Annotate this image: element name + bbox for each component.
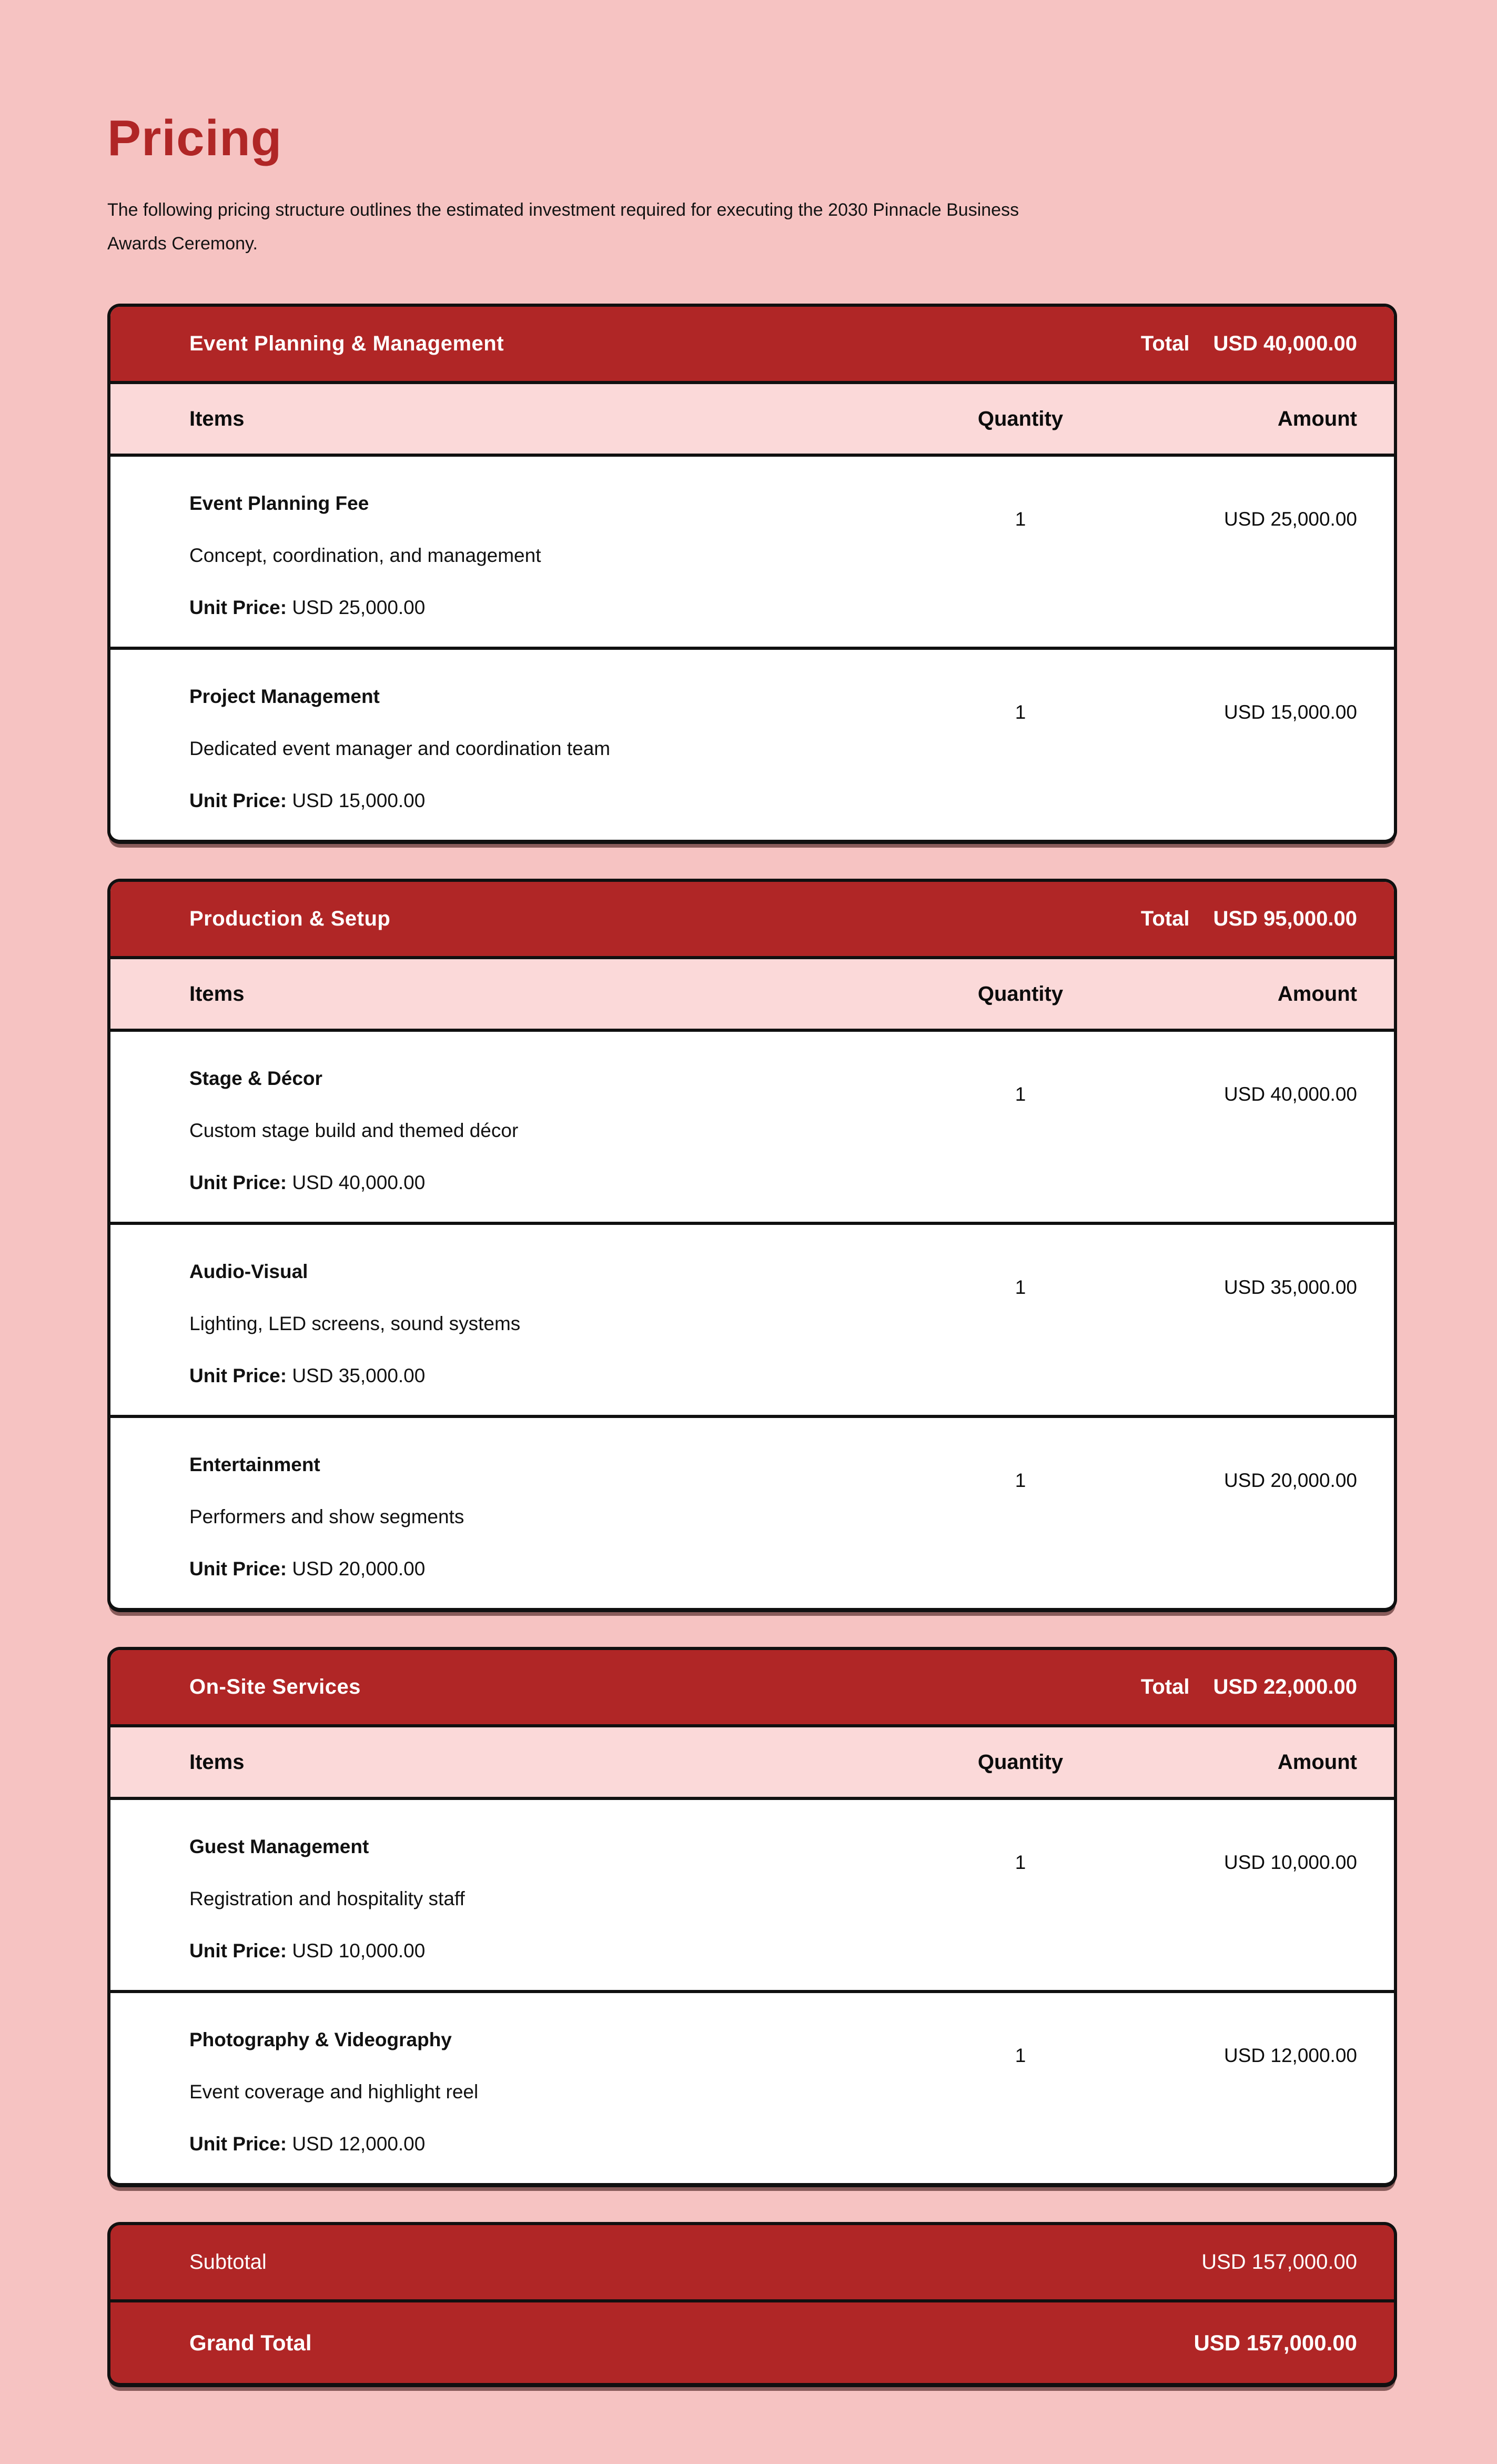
amount-header-label: Amount — [1277, 407, 1357, 430]
quantity-header-label: Quantity — [977, 982, 1064, 1005]
item-description: Event coverage and highlight reel — [189, 2081, 479, 2103]
unit-price-value: USD 20,000.00 — [292, 1558, 426, 1580]
item-description: Custom stage build and themed décor — [189, 1120, 519, 1141]
item-description: Registration and hospitality staff — [189, 1888, 465, 1909]
subtotal-row — [110, 2225, 1394, 2302]
table-row — [110, 1418, 1394, 1608]
item-name: Event Planning Fee — [189, 492, 369, 514]
grand-total-label: Grand Total — [189, 2330, 312, 2355]
amount-value: USD 40,000.00 — [1223, 1083, 1357, 1105]
item-info — [110, 1225, 921, 1415]
item-unit-price — [189, 1173, 921, 1192]
item-description: Performers and show segments — [189, 1506, 464, 1527]
amount-value: USD 25,000.00 — [1223, 508, 1357, 530]
section-total-value: USD 40,000.00 — [1213, 332, 1357, 355]
item-info — [110, 1993, 921, 2183]
unit-price-label: Unit Price: — [189, 1558, 287, 1580]
items-header-row — [110, 959, 1394, 1032]
quantity-value: 1 — [1015, 1083, 1026, 1105]
intro-line-1: The following pricing structure outlines the estimated investment required for executing the 2030 Pinnacle Business — [107, 200, 1019, 220]
items-header-label: Items — [189, 407, 245, 430]
item-name: Entertainment — [189, 1454, 320, 1475]
items-header-label: Items — [189, 1750, 245, 1774]
amount-value: USD 12,000.00 — [1223, 2045, 1357, 2066]
section-total-value: USD 95,000.00 — [1213, 907, 1357, 930]
amount-header-label: Amount — [1277, 982, 1357, 1005]
pricing-section — [107, 879, 1397, 1612]
table-row — [110, 457, 1394, 650]
item-unit-price — [189, 1941, 921, 1960]
item-info — [110, 650, 921, 840]
quantity-value: 1 — [1015, 508, 1026, 530]
subtotal-label: Subtotal — [189, 2250, 267, 2274]
section-header — [110, 882, 1394, 959]
table-row — [110, 650, 1394, 840]
unit-price-value: USD 40,000.00 — [292, 1172, 426, 1193]
table-row — [110, 1800, 1394, 1993]
item-description: Dedicated event manager and coordination team — [189, 738, 611, 759]
pricing-sections — [107, 304, 1397, 2187]
item-unit-price — [189, 598, 921, 617]
table-row — [110, 1993, 1394, 2183]
section-total — [1141, 332, 1357, 356]
pricing-section — [107, 304, 1397, 844]
unit-price-value: USD 10,000.00 — [292, 1940, 426, 1962]
intro-text — [107, 193, 1397, 260]
amount-value: USD 15,000.00 — [1223, 701, 1357, 723]
quantity-header-label: Quantity — [977, 1750, 1064, 1774]
quantity-value: 1 — [1015, 2045, 1026, 2066]
item-info — [110, 1418, 921, 1608]
intro-line-2: Awards Ceremony. — [107, 234, 258, 254]
summary-card — [107, 2222, 1397, 2387]
section-name: Event Planning & Management — [189, 332, 504, 355]
section-header — [110, 1650, 1394, 1727]
item-name: Stage & Décor — [189, 1068, 322, 1089]
section-rows — [110, 1800, 1394, 2183]
section-total-label: Total — [1140, 907, 1190, 930]
section-name: Production & Setup — [189, 907, 391, 930]
quantity-header-label: Quantity — [977, 407, 1064, 430]
item-description: Lighting, LED screens, sound systems — [189, 1313, 521, 1334]
unit-price-label: Unit Price: — [189, 1172, 287, 1193]
item-unit-price — [189, 1366, 921, 1385]
amount-header-label: Amount — [1277, 1750, 1357, 1774]
items-header-label: Items — [189, 982, 245, 1005]
quantity-value: 1 — [1015, 701, 1026, 723]
unit-price-label: Unit Price: — [189, 790, 287, 811]
section-rows — [110, 1032, 1394, 1608]
item-unit-price — [189, 791, 921, 810]
section-total — [1141, 1675, 1357, 1699]
item-info — [110, 1032, 921, 1222]
section-total — [1141, 907, 1357, 931]
unit-price-label: Unit Price: — [189, 1940, 287, 1962]
item-unit-price — [189, 1559, 921, 1578]
quantity-value: 1 — [1015, 1276, 1026, 1298]
quantity-value: 1 — [1015, 1470, 1026, 1491]
table-row — [110, 1032, 1394, 1225]
unit-price-label: Unit Price: — [189, 2133, 287, 2155]
grand-total-value: USD 157,000.00 — [1193, 2330, 1357, 2355]
item-info — [110, 1800, 921, 1990]
item-name: Photography & Videography — [189, 2029, 452, 2050]
item-name: Project Management — [189, 686, 380, 707]
unit-price-value: USD 35,000.00 — [292, 1365, 426, 1386]
item-name: Guest Management — [189, 1836, 369, 1857]
section-header — [110, 307, 1394, 384]
unit-price-value: USD 12,000.00 — [292, 2133, 426, 2155]
subtotal-value: USD 157,000.00 — [1201, 2250, 1357, 2274]
unit-price-label: Unit Price: — [189, 597, 287, 618]
quantity-value: 1 — [1015, 1852, 1026, 1873]
unit-price-value: USD 15,000.00 — [292, 790, 426, 811]
item-unit-price — [189, 2134, 921, 2154]
section-total-value: USD 22,000.00 — [1213, 1675, 1357, 1698]
items-header-row — [110, 1727, 1394, 1800]
item-info — [110, 457, 921, 647]
grand-total-row — [110, 2302, 1394, 2383]
section-total-label: Total — [1140, 1675, 1190, 1698]
item-name: Audio-Visual — [189, 1261, 308, 1282]
page-title: Pricing — [107, 110, 282, 166]
items-header-row — [110, 384, 1394, 457]
section-name: On-Site Services — [189, 1675, 361, 1698]
unit-price-value: USD 25,000.00 — [292, 597, 426, 618]
pricing-section — [107, 1647, 1397, 2187]
amount-value: USD 20,000.00 — [1223, 1470, 1357, 1491]
table-row — [110, 1225, 1394, 1418]
section-rows — [110, 457, 1394, 840]
amount-value: USD 35,000.00 — [1223, 1276, 1357, 1298]
section-total-label: Total — [1140, 332, 1190, 355]
unit-price-label: Unit Price: — [189, 1365, 287, 1386]
item-description: Concept, coordination, and management — [189, 545, 541, 566]
amount-value: USD 10,000.00 — [1223, 1852, 1357, 1873]
